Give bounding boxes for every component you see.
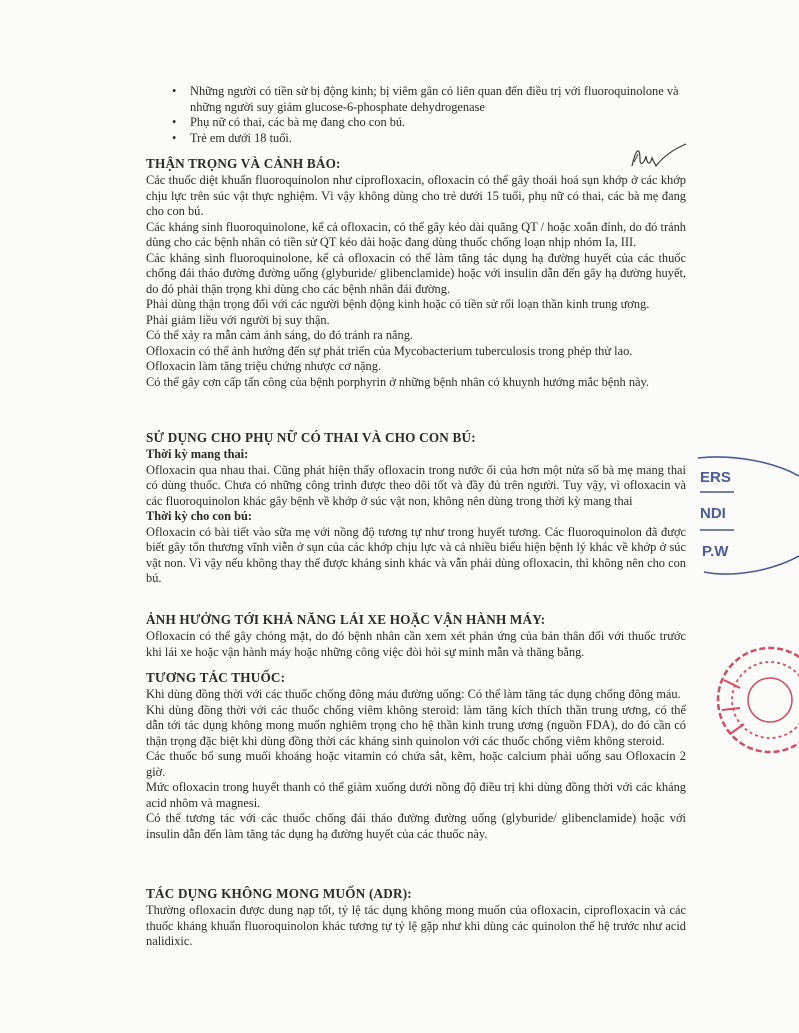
- section-title: TƯƠNG TÁC THUỐC:: [146, 670, 286, 685]
- paragraph: Có thể xảy ra mẫn cảm ánh sáng, do đó tránh ra nắng.: [146, 328, 414, 342]
- section-title: ẢNH HƯỞNG TỚI KHẢ NĂNG LÁI XE HOẶC VẬN HÀNH MÁY:: [146, 612, 546, 627]
- caution-section: [146, 156, 686, 390]
- red-stamp: [700, 640, 799, 765]
- stamp-text: NDI: [700, 505, 726, 522]
- stamp-text: P.W: [702, 543, 729, 560]
- blue-stamp: [694, 452, 799, 587]
- list-item: • Những người có tiền sử bị động kinh; bị viêm gân có liên quan đến điều trị với fluoroquinolone và những người suy giảm glucose-6-phosphate dehydrogenase: [172, 84, 692, 115]
- adr-section: [146, 886, 686, 950]
- paragraph: Có thể gây cơn cấp tấn công của bệnh porphyrin ở những bệnh nhân có khuynh hướng mắc bệnh này.: [146, 374, 649, 389]
- paragraph: Khi dùng đồng thời với các thuốc chống viêm không steroid: làm tăng kích thích thần trung ương, có thể dẫn tới tác dụng không mong muốn nghiêm trọng cho hệ thần kinh trung ương (nguồn FDA), do đó cần có thận trọng đặc biệt khi dùng đồng thời các kháng sinh quinolon với các thuốc chống viêm không steroid.: [146, 702, 686, 748]
- list-item: • Trẻ em dưới 18 tuổi.: [172, 131, 692, 147]
- subsection-title: Thời kỳ cho con bú:: [146, 509, 253, 523]
- paragraph: Ofloxacin có thể ảnh hưởng đến sự phát triển của Mycobacterium tuberculosis trong phép thử lao.: [146, 343, 633, 358]
- contraindication-list: [172, 84, 692, 146]
- subsection-title: Thời kỳ mang thai:: [146, 447, 249, 461]
- driving-section: [146, 612, 686, 660]
- paragraph: Phải dùng thận trọng đối với các người bệnh động kinh hoặc có tiền sử rối loạn thần kinh trung ương.: [146, 297, 650, 311]
- paragraph: Khi dùng đồng thời với các thuốc chống đông máu đường uống: Có thể làm tăng tác dụng chống đông máu.: [146, 687, 681, 701]
- section-title: THẬN TRỌNG VÀ CẢNH BÁO:: [146, 156, 341, 171]
- pregnancy-section: [146, 430, 686, 587]
- paragraph: Các thuốc diệt khuẩn fluoroquinolon như ciprofloxacin, ofloxacin có thể gây thoái hoá sụn khớp ở các khớp chịu lực trên súc vật thực nghiệm. Vì vậy không dùng cho trẻ dưới 15 tuổi, phụ nữ có thai, các bà mẹ đang cho con bú.: [146, 173, 686, 218]
- paragraph: Phải giảm liều với người bị suy thận.: [146, 312, 330, 327]
- paragraph: Thường ofloxacin được dung nạp tốt, tỷ lệ tác dụng không mong muốn của ofloxacin, ciprofloxacin và các thuốc kháng khuẩn fluoroquinolon khác tương tự tỷ lệ gặp như khi dùng các quinolon thế hệ trước như acid nalidixic.: [146, 903, 686, 948]
- interactions-section: [146, 670, 686, 842]
- paragraph: Ofloxacin có bài tiết vào sữa mẹ với nồng độ tương tự như trong huyết tương. Các fluoroquinolon đã được biết gây tổn thương vĩnh viễn ở sụn của các khớp chịu lực và cả nhiều biểu hiện bệnh lý khác về khớp ở súc vật non. Vì vậy nếu không thay thế được kháng sinh khác và vẫn phải dùng ofloxacin, thì không nên cho con bú.: [146, 524, 686, 585]
- paragraph: Có thể tương tác với các thuốc chống đái tháo đường đường uống (glyburide/ glibenclamide) hoặc với insulin dẫn đến làm tăng tác dụng hạ đường huyết của các thuốc này.: [146, 811, 686, 841]
- paragraph: Các kháng sinh fluoroquinolone, kể cả ofloxacin, có thể gây kéo dài quãng QT / hoặc xoắn đỉnh, do đó tránh dùng cho các bệnh nhân có tiền sử QT kéo dài hoặc đang dùng thuốc chống loạn nhịp nhóm Ia, III.: [146, 219, 686, 249]
- paragraph: Ofloxacin làm tăng triệu chứng nhược cơ nặng.: [146, 359, 382, 373]
- section-title: SỬ DỤNG CHO PHỤ NỮ CÓ THAI VÀ CHO CON BÚ:: [146, 430, 476, 445]
- paragraph: Các kháng sinh fluoroquinolone, kể cả ofloxacin có thể làm tăng tác dụng hạ đường huyết của các thuốc chống đái tháo đường đường uống (glyburide/ glibenclamide) hoặc với insulin dẫn đến gây hạ đường huyết, do đó phải thận trọng khi dùng cho các bệnh nhân đái đường.: [146, 250, 686, 296]
- paragraph: Các thuốc bổ sung muối khoáng hoặc vitamin có chứa sắt, kẽm, hoặc calcium phải uống sau Ofloxacin 2 giờ.: [146, 749, 686, 779]
- stamp-text: ERS: [700, 469, 731, 486]
- paragraph: Ofloxacin qua nhau thai. Cũng phát hiện thấy ofloxacin trong nước ối của hơn một nửa số bà mẹ mang thai có dùng thuốc. Chưa có những công trình được theo dõi tốt và đầy đủ trên người. Tuy vậy, vì ofloxacin và các fluoroquinolon khác gây bệnh về khớp ở súc vật non, không nên dùng trong thời kỳ mang thai: [146, 462, 686, 508]
- section-title: TÁC DỤNG KHÔNG MONG MUỐN (ADR):: [146, 886, 412, 901]
- paragraph: Mức ofloxacin trong huyết thanh có thể giảm xuống dưới nồng độ điều trị khi dùng đồng thời với các kháng acid nhôm và magnesi.: [146, 780, 686, 810]
- list-item: • Phụ nữ có thai, các bà mẹ đang cho con bú.: [172, 115, 692, 131]
- paragraph: Ofloxacin có thể gây chóng mặt, do đó bệnh nhân cần xem xét phản ứng của bản thân đối với thuốc trước khi lái xe hoặc vận hành máy hoặc những công việc đòi hỏi sự minh mẫn và thăng bằng.: [146, 629, 686, 659]
